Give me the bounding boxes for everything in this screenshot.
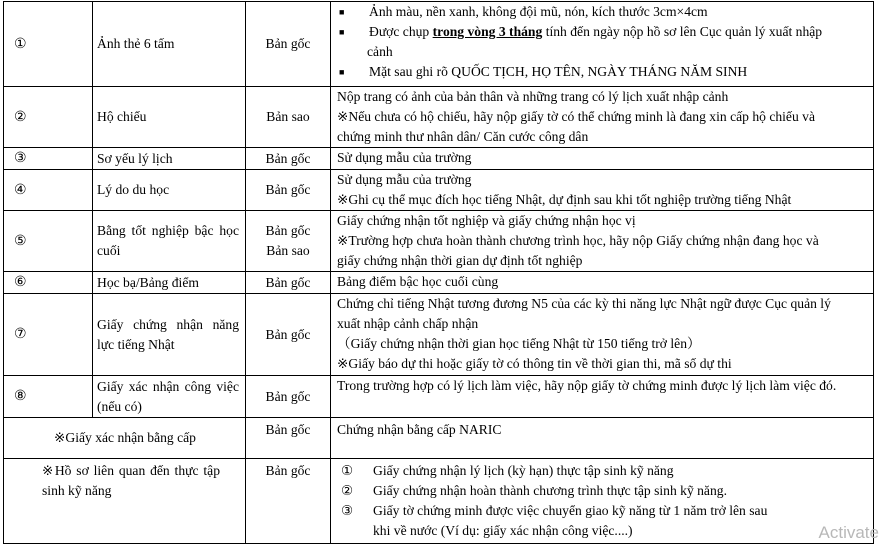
document-type: Bản gốc: [246, 2, 331, 87]
document-notes: [331, 272, 874, 294]
document-name: Ảnh thẻ 6 tấm: [93, 2, 246, 87]
document-type: Bản gốc: [246, 418, 331, 459]
document-notes: [331, 87, 874, 148]
table-row: [4, 170, 874, 211]
bullet-text-continued: cảnh: [367, 44, 393, 59]
item-text: Giấy chứng nhận hoàn thành chương trình thực tập sinh kỹ năng.: [373, 483, 727, 498]
document-notes: [331, 211, 874, 272]
item-marker: ①: [341, 463, 354, 478]
row-number: [4, 211, 93, 272]
document-name: Giấy chứng nhận năng lực tiếng Nhật: [93, 294, 246, 376]
row-number-label: ②: [14, 109, 27, 125]
list-item: [337, 461, 867, 481]
row-number: [4, 170, 93, 211]
bullet-text: [369, 22, 822, 42]
row-number-label: ④: [14, 182, 27, 198]
item-marker: ②: [341, 483, 354, 498]
note-line: ※Trường hợp chưa hoàn thành chương trình học, hãy nộp Giấy chứng nhận đang học và: [337, 233, 819, 248]
row-number: [4, 294, 93, 376]
row-number-label: ⑥: [14, 275, 27, 290]
table-row: [4, 272, 874, 294]
bullet-text-pre: Được chụp: [369, 24, 433, 39]
note-line: Sử dụng mẫu của trường: [337, 150, 472, 165]
row-number-label: ⑧: [14, 389, 27, 404]
bullet-text: Ảnh màu, nền xanh, không đội mũ, nón, kích thước 3cm×4cm: [369, 4, 708, 19]
row-number: [4, 148, 93, 170]
document-notes: [331, 376, 874, 418]
square-bullet-icon: ■: [339, 27, 345, 37]
square-bullet-icon: ■: [339, 7, 345, 17]
document-type: Bản gốc: [246, 459, 331, 544]
row-number: [4, 87, 93, 148]
bullet-text-emphasis: trong vòng 3 tháng: [432, 24, 543, 39]
table-row: [4, 2, 874, 87]
row-number: [4, 2, 93, 87]
document-type: [246, 211, 331, 272]
note-line: ※Nếu chưa có hộ chiếu, hãy nộp giấy tờ có thể chứng minh là đang xin cấp hộ chiếu và: [337, 109, 815, 124]
row-number-label: ⑤: [14, 233, 27, 249]
document-name: Giấy xác nhận công việc (nếu có): [93, 376, 246, 418]
table-row: [4, 294, 874, 376]
item-text: Giấy chứng nhận lý lịch (kỳ hạn) thực tập sinh kỹ năng: [373, 463, 674, 478]
note-line: Sử dụng mẫu của trường: [337, 172, 472, 187]
note-line: Trong trường hợp có lý lịch làm việc, hãy nộp giấy tờ chứng minh được lý lịch làm việc đó.: [337, 378, 837, 393]
table-row: [4, 148, 874, 170]
table-row: [4, 418, 874, 459]
list-item: [337, 501, 867, 521]
note-line: Chứng nhận bằng cấp NARIC: [337, 422, 502, 437]
document-name-text: ※Giấy xác nhận bằng cấp: [54, 430, 196, 445]
note-line: chứng minh thư nhân dân/ Căn cước công dân: [337, 129, 589, 144]
document-name: Hộ chiếu: [93, 87, 246, 148]
note-line: ※Giấy báo dự thi hoặc giấy tờ có thông tin về thời gian thi, mã số dự thi: [337, 356, 732, 371]
row-number-label: ①: [14, 36, 27, 52]
list-item: [337, 22, 867, 42]
document-notes: [331, 294, 874, 376]
table-row: [4, 376, 874, 418]
note-line: （Giấy chứng nhận thời gian học tiếng Nhật từ 150 tiếng trở lên）: [337, 336, 701, 351]
document-type: Bản gốc: [246, 376, 331, 418]
row-number-label: ⑦: [14, 327, 27, 342]
table-row: [4, 87, 874, 148]
note-line: Giấy chứng nhận tốt nghiệp và giấy chứng nhận học vị: [337, 213, 636, 228]
bullet-text-post: tính đến ngày nộp hồ sơ lên Cục quản lý xuất nhập: [542, 24, 823, 39]
document-notes: [331, 418, 874, 459]
note-line: giấy chứng nhận thời gian dự định tốt nghiệp: [337, 253, 583, 268]
document-notes: [331, 170, 874, 211]
document-name: [4, 459, 246, 544]
document-notes: [331, 2, 874, 87]
list-item: [337, 2, 867, 22]
document-name: Học bạ/Bảng điểm: [93, 272, 246, 294]
document-type: Bản sao: [246, 87, 331, 148]
document-type: Bản gốc: [246, 170, 331, 211]
document-type: Bản gốc: [246, 148, 331, 170]
row-number: [4, 272, 93, 294]
document-name: Sơ yếu lý lịch: [93, 148, 246, 170]
activate-watermark: Activate: [818, 523, 879, 542]
note-line: Nộp trang có ảnh của bản thân và những trang có lý lịch xuất nhập cảnh: [337, 89, 729, 104]
bullet-text: Mặt sau ghi rõ QUỐC TỊCH, HỌ TÊN, NGÀY THÁNG NĂM SINH: [369, 64, 748, 79]
document-notes: [331, 459, 874, 544]
item-marker: ③: [341, 503, 354, 518]
item-text-continued: khi về nước (Ví dụ: giấy xác nhận công việc....): [373, 523, 633, 538]
document-name: Lý do du học: [93, 170, 246, 211]
document-name: Bằng tốt nghiệp bậc học cuối: [93, 211, 246, 272]
document-name: [4, 418, 246, 459]
note-line: xuất nhập cảnh chấp nhận: [337, 316, 479, 331]
note-line: ※Ghi cụ thể mục đích học tiếng Nhật, dự định sau khi tốt nghiệp trường tiếng Nhật: [337, 192, 792, 207]
note-line: Bảng điểm bậc học cuối cùng: [337, 274, 499, 289]
document-notes: [331, 148, 874, 170]
documents-table: [3, 1, 874, 544]
list-item: [337, 62, 867, 82]
table-row: [4, 211, 874, 272]
document-name-text: ※Hồ sơ liên quan đến thực tập sinh kỹ năng: [42, 463, 220, 498]
document-type-copy: Bản sao: [266, 243, 310, 258]
note-line: Chứng chỉ tiếng Nhật tương đương N5 của các kỳ thi năng lực Nhật ngữ được Cục quản lý: [337, 296, 831, 311]
document-type: Bản gốc: [246, 294, 331, 376]
list-item: [337, 481, 867, 501]
row-number: [4, 376, 93, 418]
square-bullet-icon: ■: [339, 67, 345, 77]
document-type: Bản gốc: [246, 272, 331, 294]
row-number-label: ③: [14, 151, 27, 166]
table-row: [4, 459, 874, 544]
document-type-original: Bản gốc: [265, 223, 311, 238]
item-text: Giấy tờ chứng minh được việc chuyển giao kỹ năng từ 1 năm trở lên sau: [373, 503, 768, 518]
